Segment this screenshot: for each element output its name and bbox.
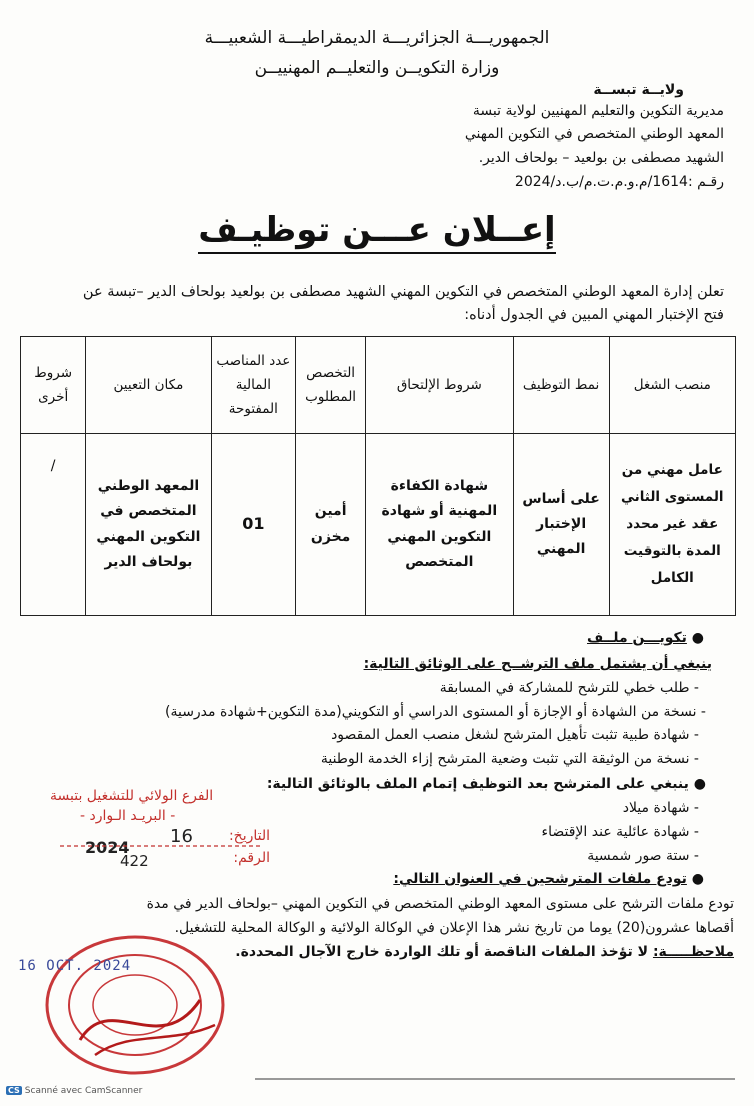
official-seal-icon — [40, 930, 230, 1080]
list-item: - شهادة ميلاد — [622, 800, 699, 816]
cell-other-conditions: / — [21, 434, 86, 616]
col-header-posts-count: عدد المناصب المالية المفتوحة — [211, 337, 296, 434]
col-header-assignment-place: مكان التعيين — [86, 337, 211, 434]
intro-line2: فتح الإختبار المهني المبين في الجدول أدناه: — [464, 307, 724, 323]
file-heading-text: تكويـــن ملــف — [587, 630, 687, 646]
file-heading — [587, 630, 704, 646]
col-header-conditions: شروط الإلتحاق — [366, 337, 514, 434]
page-title — [0, 210, 754, 250]
col-header-recruitment-mode: نمط التوظيف — [513, 337, 609, 434]
footer-divider — [255, 1078, 735, 1080]
cell-recruitment-mode: على أساس الإختبار المهني — [513, 434, 609, 616]
list-item: - شهادة عائلية عند الإقتضاء — [541, 824, 699, 840]
page-title-text: إعــلان عـــن توظيـف — [198, 210, 555, 254]
col-header-specialty: التخصص المطلوب — [296, 337, 366, 434]
stamp-line2: - البريـد الـوارد - — [80, 808, 176, 824]
list-item: - ستة صور شمسية — [587, 848, 699, 864]
cell-assignment-place: المعهد الوطني المتخصص في التكوين المهني بولحاف الدير — [86, 434, 211, 616]
received-date-stamp: 16 OCT. 2024 — [18, 958, 132, 974]
institute: المعهد الوطني المتخصص في التكوين المهني — [464, 126, 724, 142]
note-label: ملاحظـــــة: — [652, 944, 734, 960]
camscanner-logo-icon: CS — [8, 1086, 20, 1095]
cell-position: عامل مهني من المستوى الثاني عقد غير محدد المدة بالتوقيت الكامل — [609, 434, 735, 616]
deposit-line2: أقصاها عشرون(20) يوما من تاريخ نشر هذا الإعلان في الوكالة الولائية و الوكالة المحلية للتشغيل. — [174, 920, 734, 936]
deposit-heading: ● تودع ملفات المترشحين في العنوان التالي: — [393, 871, 704, 887]
stamp-date-label: التاريخ: — [228, 828, 270, 844]
stamp-number-value: 422 — [120, 852, 149, 870]
stamp-date-value: 16 — [170, 826, 193, 847]
col-header-position: منصب الشغل — [609, 337, 735, 434]
bullet-icon: ● — [686, 871, 704, 887]
cell-posts-count: 01 — [211, 434, 296, 616]
bullet-icon: ● — [688, 776, 706, 792]
table-row — [21, 434, 736, 616]
list-item: - نسخة من الوثيقة التي تثبت وضعية المترشح إزاء الخدمة الوطنية — [320, 751, 699, 767]
wilaya: ولايــة تبســة — [593, 82, 684, 98]
list-item: - شهادة طبية تثبت تأهيل المترشح لشغل منصب العمل المقصود — [331, 727, 699, 743]
stamp-line1: الفرع الولائي للتشغيل بتبسة — [50, 788, 214, 804]
incoming-mail-stamp — [40, 788, 270, 878]
jobs-table — [20, 336, 736, 616]
header-line2: وزارة التكويــن والتعليــم المهنييــن — [254, 58, 500, 78]
table-header-row — [21, 337, 736, 434]
scanner-watermark: CS Scanné avec CamScanner — [8, 1086, 143, 1096]
martyr-name: الشهيد مصطفى بن بولعيد – بولحاف الدير. — [478, 150, 724, 166]
directorate: مديرية التكوين والتعليم المهنيين لولاية تبسة — [472, 103, 724, 119]
deposit-line1: تودع ملفات الترشح على مستوى المعهد الوطني المتخصص في التكوين المهني –بولحاف الدير في مدة — [146, 896, 734, 912]
after-recruitment-heading: ● ينبغي على المترشح بعد التوظيف إتمام الملف بالوثائق التالية: — [266, 776, 706, 792]
cell-specialty: أمين مخزن — [296, 434, 366, 616]
list-item: - نسخة من الشهادة أو الإجازة أو المستوى الدراسي أو التكويني(مدة التكوين+شهادة مدرسية) — [165, 704, 706, 720]
stamp-date-underline — [60, 840, 260, 852]
cell-conditions: شهادة الكفاءة المهنية أو شهادة التكوين المهني المتخصص — [366, 434, 514, 616]
list-item: - طلب خطي للترشح للمشاركة في المسابقة — [439, 680, 699, 696]
note-text: لا تؤخذ الملفات الناقصة أو تلك الواردة خارج الآجال المحددة. — [235, 944, 649, 960]
stamp-number-label: الرقم: — [233, 850, 270, 866]
intro-line1: تعلن إدارة المعهد الوطني المتخصص في التكوين المهني الشهيد مصطفى بن بولعيد بولحاف الدير –تبسة عن — [82, 284, 724, 300]
stamp-year: 2024 — [85, 838, 130, 857]
col-header-other-conditions: شروط أخرى — [21, 337, 86, 434]
file-intro: ينبغي أن يشتمل ملف الترشــح على الوثائق التالية: — [363, 656, 712, 672]
header-line1: الجمهوريـــة الجزائريـــة الديمقراطيـــة الشعبيـــة — [204, 28, 550, 48]
reference-number: رقـم :1614/م.و.م.ت.م/ب.د/2024 — [514, 174, 724, 190]
bullet-icon: ● — [686, 630, 704, 646]
